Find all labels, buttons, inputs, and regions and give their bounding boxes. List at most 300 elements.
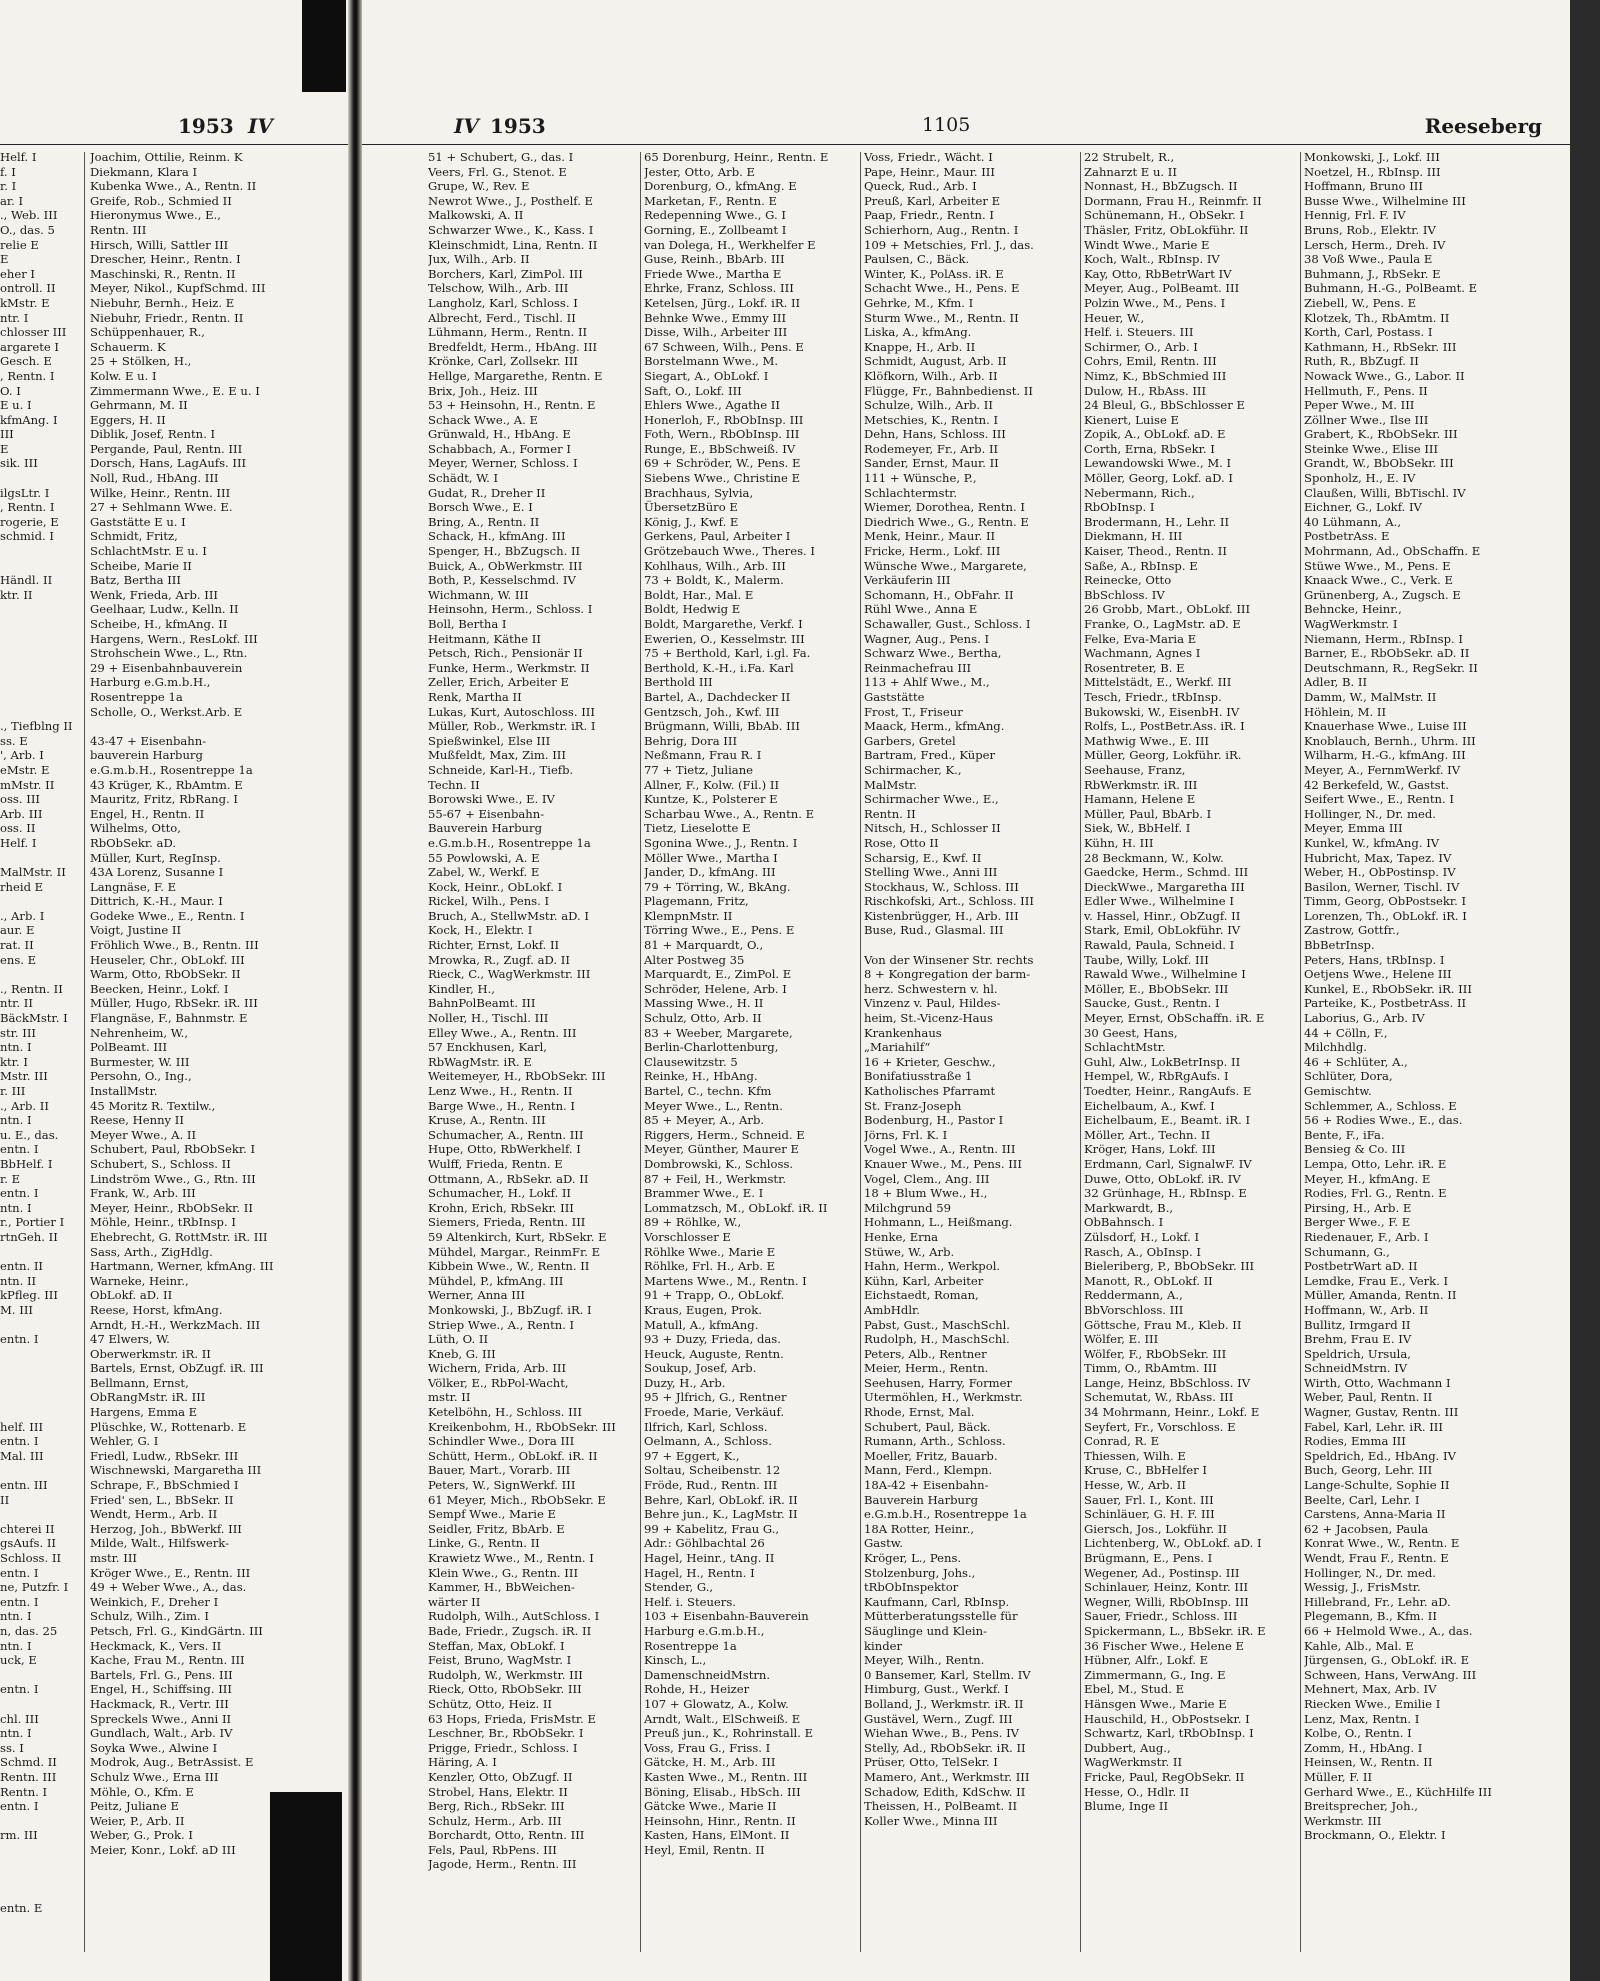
listing-entry: entn. I xyxy=(0,1434,39,1449)
listing-entry: Reese, Horst, kfmAng. xyxy=(90,1302,223,1317)
listing-entry: Mstr. III xyxy=(0,1069,48,1084)
listing-entry: König, J., Kwf. E xyxy=(644,514,739,529)
listing-entry: Wilharm, H.-G., kfmAng. III xyxy=(1304,748,1466,763)
listing-entry: Schlachtermstr. xyxy=(864,485,958,500)
right-column-4 xyxy=(1084,150,1298,1960)
listing-entry: Newrot Wwe., J., Posthelf. E xyxy=(428,193,594,208)
listing-entry: Mohrmann, Ad., ObSchaffn. E xyxy=(1304,544,1481,559)
listing-entry: Hirsch, Willi, Sattler III xyxy=(90,237,229,252)
listing-entry: Schabbach, A., Former I xyxy=(428,441,571,456)
listing-entry: Rieck, Otto, RbObSekr. III xyxy=(428,1682,582,1697)
listing-entry: ss. I xyxy=(0,1740,24,1755)
listing-entry: Noller, H., Tischl. III xyxy=(428,1011,549,1026)
listing-entry: kPfleg. III xyxy=(0,1288,58,1303)
listing-entry: Weier, P., Arb. II xyxy=(90,1813,185,1828)
listing-entry: Plegemann, B., Kfm. II xyxy=(1304,1609,1437,1624)
listing-entry: Thäsler, Fritz, ObLokführ. II xyxy=(1084,222,1249,237)
listing-entry: PolBeamt. III xyxy=(90,1040,168,1055)
listing-entry: Spreckels Wwe., Anni II xyxy=(90,1711,232,1726)
listing-entry: Neßmann, Frau R. I xyxy=(644,748,762,763)
listing-entry: Göttsche, Frau M., Kleb. II xyxy=(1084,1317,1242,1332)
listing-entry: 25 + Stölken, H., xyxy=(90,354,192,369)
street-name-heading: Reeseberg xyxy=(1424,114,1542,138)
listing-entry: Schütz, Otto, Heiz. II xyxy=(428,1696,552,1711)
listing-entry: Hahn, Herm., Werkpol. xyxy=(864,1259,1001,1274)
listing-entry: Kibbein Wwe., W., Rentn. II xyxy=(428,1259,590,1274)
listing-entry: Lichtenberg, W., ObLokf. aD. I xyxy=(1084,1536,1262,1551)
listing-entry xyxy=(0,967,84,982)
listing-entry: Schemutat, W., RbAss. III xyxy=(1084,1390,1234,1405)
listing-entry: Ewerien, O., Kesselmstr. III xyxy=(644,631,805,646)
listing-entry: chlosser III xyxy=(0,325,67,340)
listing-entry: Riedenauer, F., Arb. I xyxy=(1304,1229,1429,1244)
listing-entry: BäckMstr. I xyxy=(0,1011,68,1026)
listing-entry: Krawietz Wwe., M., Rentn. I xyxy=(428,1551,594,1565)
listing-entry: Plüschke, W., Rottenarb. E xyxy=(90,1419,247,1434)
listing-entry: Heuer, W., xyxy=(1084,310,1145,325)
listing-entry: Plagemann, Fritz, xyxy=(644,894,749,909)
listing-entry: Meier, Herm., Rentn. xyxy=(864,1361,989,1376)
listing-entry: Siemers, Frieda, Rentn. III xyxy=(428,1215,586,1230)
listing-entry: 43-47 + Eisenbahn- xyxy=(90,733,207,748)
listing-entry: Seifert Wwe., E., Rentn. I xyxy=(1304,792,1454,807)
listing-entry: Berthold III xyxy=(644,675,713,690)
listing-entry: ., Rentn. II xyxy=(0,981,63,996)
listing-entry: rogerie, E xyxy=(0,514,59,529)
listing-entry: Bukowski, W., EisenbH. IV xyxy=(1084,704,1240,719)
listing-entry: Sempf Wwe., Marie E xyxy=(428,1507,556,1522)
listing-entry: Brachhaus, Sylvia, xyxy=(644,485,754,500)
listing-entry: Möhle, O., Kfm. E xyxy=(90,1784,194,1799)
listing-entry: Bauer, Mart., Vorarb. III xyxy=(428,1463,571,1478)
listing-entry: Lühmann, Herm., Rentn. II xyxy=(428,325,588,340)
listing-entry: Scheibe, Marie II xyxy=(90,558,192,573)
listing-entry: St. Franz-Joseph xyxy=(864,1098,962,1113)
listing-entry: Möller, Art., Techn. II xyxy=(1084,1127,1211,1142)
listing-entry: Brix, Joh., Heiz. III xyxy=(428,383,538,398)
listing-entry: WagWerkmstr. II xyxy=(1084,1755,1183,1770)
listing-entry: Boll, Bertha I xyxy=(428,617,507,631)
listing-entry: ntr. I xyxy=(0,310,29,325)
listing-entry: Both, P., Kesselschmd. IV xyxy=(428,573,576,588)
listing-entry: Tesch, Friedr., tRbInsp. xyxy=(1084,689,1222,704)
listing-entry xyxy=(0,544,84,559)
listing-entry: Diedrich Wwe., G., Rentn. E xyxy=(864,514,1029,529)
listing-entry: Grabert, K., RbObSekr. III xyxy=(1304,427,1458,442)
listing-entry: Lemdke, Frau E., Verk. I xyxy=(1304,1273,1449,1288)
listing-entry: Gemischtw. xyxy=(1304,1084,1372,1098)
listing-entry: 73 + Boldt, K., Malerm. xyxy=(644,573,784,588)
listing-entry: Buch, Georg, Lehr. III xyxy=(1304,1463,1433,1478)
listing-entry: Pape, Heinr., Maur. III xyxy=(864,164,995,179)
listing-entry: InstallMstr. xyxy=(90,1084,158,1098)
listing-entry: Erdmann, Carl, SignalwF. IV xyxy=(1084,1156,1252,1171)
listing-entry: Krohn, Erich, RbSekr. III xyxy=(428,1200,574,1215)
listing-entry: Maack, Herm., kfmAng. xyxy=(864,719,1005,734)
listing-entry xyxy=(0,1318,84,1333)
listing-entry: Prigge, Friedr., Schloss. I xyxy=(428,1740,578,1755)
listing-entry xyxy=(0,1245,84,1260)
listing-entry: O. I xyxy=(0,383,21,398)
listing-entry: Wegener, Ad., Postinsp. III xyxy=(1084,1565,1240,1580)
listing-entry: Voss, Friedr., Wächt. I xyxy=(864,150,993,164)
listing-entry: Saße, A., RbInsp. E xyxy=(1084,558,1198,573)
listing-entry: Meyer, Nikol., KupfSchmd. III xyxy=(90,281,266,296)
listing-entry: Ziebell, W., Pens. E xyxy=(1304,295,1417,310)
listing-entry xyxy=(0,602,84,617)
listing-entry: Verkäuferin III xyxy=(864,573,951,588)
listing-entry: Lommatzsch, M., ObLokf. iR. II xyxy=(644,1200,828,1215)
listing-entry: Honerloh, F., RbObInsp. III xyxy=(644,412,804,427)
listing-entry: Müller, Georg, Lokführ. iR. xyxy=(1084,748,1242,763)
listing-entry: 43A Lorenz, Susanne I xyxy=(90,865,224,880)
listing-entry: Jörns, Frl. K. I xyxy=(864,1127,948,1142)
listing-entry: e.G.m.b.H., Rosentreppe 1a xyxy=(90,762,253,777)
listing-entry: Weber, H., ObPostinsp. IV xyxy=(1304,865,1456,880)
listing-entry: Duwe, Otto, ObLokf. iR. IV xyxy=(1084,1171,1241,1186)
listing-entry xyxy=(0,617,84,632)
listing-entry: tRbObInspektor xyxy=(864,1580,959,1595)
listing-entry: Friedl, Ludw., RbSekr. III xyxy=(90,1448,239,1463)
listing-entry: Lange-Schulte, Sophie II xyxy=(1304,1478,1450,1493)
listing-entry: Mrowka, R., Zugf. aD. II xyxy=(428,952,570,967)
listing-entry: Kunkel, E., RbObSekr. iR. III xyxy=(1304,981,1472,996)
listing-entry: Rawald Wwe., Wilhelmine I xyxy=(1084,967,1246,982)
listing-entry: mstr. III xyxy=(90,1551,137,1565)
listing-entry: entn. I xyxy=(0,1186,39,1201)
listing-entry: ktr. I xyxy=(0,1054,28,1069)
listing-entry: Liska, A., kfmAng. xyxy=(864,325,972,340)
listing-entry: Hempel, W., RbRgAufs. I xyxy=(1084,1069,1229,1084)
listing-entry: Thiessen, Wilh. E xyxy=(1084,1448,1186,1463)
listing-entry: Weinkich, F., Dreher I xyxy=(90,1594,219,1609)
listing-entry: Lange, Heinz, BbSchloss. IV xyxy=(1084,1375,1251,1390)
listing-entry: Peters, Alb., Rentner xyxy=(864,1346,987,1361)
listing-entry: Dorenburg, O., kfmAng. E xyxy=(644,179,797,194)
listing-entry: Schinläuer, G. H. F. III xyxy=(1084,1507,1215,1522)
listing-entry: Kay, Otto, RbBetrWart IV xyxy=(1084,266,1232,281)
listing-entry: Rühl Wwe., Anna E xyxy=(864,602,978,617)
listing-entry: Kaiser, Theod., Rentn. II xyxy=(1084,544,1227,559)
listing-entry: Kuntze, K., Polsterer E xyxy=(644,792,778,807)
book-spine xyxy=(348,0,362,1981)
listing-entry: Schulz, Otto, Arb. II xyxy=(644,1011,762,1026)
right-page-volume: IV xyxy=(454,114,479,138)
listing-entry xyxy=(0,690,84,705)
listing-entry: Corth, Erna, RbSekr. I xyxy=(1084,441,1215,456)
listing-entry: Diblik, Josef, Rentn. I xyxy=(90,427,216,442)
listing-entry: Schindler Wwe., Dora III xyxy=(428,1434,575,1449)
listing-entry: Helf. i. Steuers. xyxy=(644,1594,736,1609)
listing-entry: Gätcke, H. M., Arb. III xyxy=(644,1755,776,1770)
listing-entry: Kneb, G. III xyxy=(428,1346,496,1361)
listing-entry: 18A Rotter, Heinr., xyxy=(864,1521,975,1536)
right-column-5 xyxy=(1304,150,1518,1960)
listing-entry: Weitemeyer, H., RbObSekr. III xyxy=(428,1069,606,1084)
listing-entry: Blume, Inge II xyxy=(1084,1799,1169,1814)
listing-entry: Fricke, Herm., Lokf. III xyxy=(864,544,1001,559)
listing-entry: Reinecke, Otto xyxy=(1084,573,1172,588)
listing-entry: Schwarzer Wwe., K., Kass. I xyxy=(428,222,594,237)
left-page-volume: IV xyxy=(248,114,273,138)
listing-entry: 27 + Sehlmann Wwe. E. xyxy=(90,500,233,515)
listing-entry: Bartel, A., Dachdecker II xyxy=(644,689,791,704)
listing-entry: Nitsch, H., Schlosser II xyxy=(864,821,1001,836)
listing-entry: Lorenzen, Th., ObLokf. iR. I xyxy=(1304,908,1467,923)
listing-entry: Meyer, H., kfmAng. E xyxy=(1304,1171,1431,1186)
listing-entry: BbSchloss. IV xyxy=(1084,587,1165,602)
listing-entry: Mal. III xyxy=(0,1448,44,1463)
listing-entry: 22 Strubelt, R., xyxy=(1084,150,1175,164)
listing-entry: Heitmann, Käthe II xyxy=(428,631,541,646)
listing-entry: Brodermann, H., Lehr. II xyxy=(1084,514,1230,529)
listing-entry: Jürgensen, G., ObLokf. iR. E xyxy=(1304,1653,1470,1668)
listing-entry: Meyer, Emma III xyxy=(1304,821,1403,836)
listing-entry: Meyer, Werner, Schloss. I xyxy=(428,456,578,471)
listing-entry: 113 + Ahlf Wwe., M., xyxy=(864,675,990,690)
listing-entry: Flangnäse, F., Bahnmstr. E xyxy=(90,1011,248,1026)
listing-entry: Garbers, Gretel xyxy=(864,733,956,748)
right-column-2 xyxy=(644,150,858,1960)
listing-entry: Speldrich, Ed., HbAng. IV xyxy=(1304,1448,1456,1463)
right-page-year: 1953 xyxy=(490,114,546,138)
listing-entry: Meyer, Aug., PolBeamt. III xyxy=(1084,281,1240,296)
listing-entry: Schomann, H., ObFahr. II xyxy=(864,587,1014,602)
listing-entry: Schneide, Karl-H., Tiefb. xyxy=(428,762,574,777)
listing-entry: n, das. 25 xyxy=(0,1623,58,1638)
listing-entry: Guhl, Alw., LokBetrInsp. II xyxy=(1084,1054,1241,1069)
listing-entry: Pirsing, H., Arb. E xyxy=(1304,1200,1412,1215)
listing-entry: Schubert, Paul, RbObSekr. I xyxy=(90,1142,256,1157)
listing-entry: RbWerkmstr. iR. III xyxy=(1084,777,1198,792)
listing-entry: Bruns, Rob., Elektr. IV xyxy=(1304,222,1436,237)
listing-entry: Clausewitzstr. 5 xyxy=(644,1054,738,1069)
listing-entry: Schwarz Wwe., Bertha, xyxy=(864,646,1002,661)
listing-entry: Schlemmer, A., Schloss. E xyxy=(1304,1098,1457,1113)
listing-entry: r., Portier I xyxy=(0,1215,65,1230)
listing-entry: Nehrenheim, W., xyxy=(90,1025,189,1040)
listing-entry: Wiemer, Dorothea, Rentn. I xyxy=(864,500,1025,515)
listing-entry: 43 Krüger, K., RbAmtm. E xyxy=(90,777,243,792)
listing-entry: Kühn, H. III xyxy=(1084,835,1154,850)
listing-entry: Kraus, Eugen, Prok. xyxy=(644,1302,762,1317)
listing-entry: Schawaller, Gust., Schloss. I xyxy=(864,617,1031,631)
listing-entry: Voss, Frau G., Friss. I xyxy=(644,1740,771,1755)
listing-entry: Gentzsch, Joh., Kwf. III xyxy=(644,704,780,719)
listing-entry: Rohde, H., Heizer xyxy=(644,1682,750,1697)
listing-entry: Reddermann, A., xyxy=(1084,1288,1183,1303)
listing-entry: Meyer, Ernst, ObSchaffn. iR. E xyxy=(1084,1011,1265,1026)
listing-entry: r. III xyxy=(0,1084,26,1098)
listing-entry: mMstr. II xyxy=(0,777,55,792)
listing-entry: Saucke, Gust., Rentn. I xyxy=(1084,996,1220,1011)
listing-entry: Hupe, Otto, RbWerkhelf. I xyxy=(428,1142,581,1157)
listing-entry: 45 Moritz R. Textilw., xyxy=(90,1098,216,1113)
listing-entry: Weber, G., Prok. I xyxy=(90,1828,193,1843)
listing-entry: Eichner, G., Lokf. IV xyxy=(1304,500,1422,515)
listing-entry: Martens Wwe., M., Rentn. I xyxy=(644,1273,807,1288)
listing-entry: r. I xyxy=(0,179,17,194)
listing-entry: Berlin-Charlottenburg, xyxy=(644,1040,779,1055)
listing-entry: Windt Wwe., Marie E xyxy=(1084,237,1210,252)
listing-entry: 55 Powlowski, A. E xyxy=(428,850,540,865)
listing-entry: Völker, E., RbPol-Wacht, xyxy=(428,1375,569,1390)
listing-entry: Korth, Carl, Postass. I xyxy=(1304,325,1433,340)
listing-entry: Wischnewski, Margaretha III xyxy=(90,1463,262,1478)
listing-entry: II xyxy=(0,1492,10,1507)
listing-entry: ntn. I xyxy=(0,1726,32,1741)
listing-entry: Adr.: Göhlbachtal 26 xyxy=(644,1536,765,1551)
listing-entry xyxy=(0,1507,84,1522)
listing-entry: Grünwald, H., HbAng. E xyxy=(428,427,571,442)
listing-entry: Schacht Wwe., H., Pens. E xyxy=(864,281,1020,296)
right-column-3 xyxy=(864,150,1078,1960)
listing-entry: ., Web. III xyxy=(0,208,58,223)
listing-entry: Carstens, Anna-Maria II xyxy=(1304,1507,1446,1522)
listing-entry: Häring, A. I xyxy=(428,1755,497,1770)
listing-entry: Marquardt, E., ZimPol. E xyxy=(644,967,792,982)
listing-entry: ens. E xyxy=(0,952,37,967)
listing-entry: Schädt, W. I xyxy=(428,471,499,486)
listing-entry: Kröger Wwe., E., Rentn. III xyxy=(90,1565,251,1580)
listing-entry: Grötzebauch Wwe., Theres. I xyxy=(644,544,815,559)
listing-entry: 18A-42 + Eisenbahn- xyxy=(864,1478,989,1493)
listing-entry: Conrad, R. E xyxy=(1084,1434,1160,1449)
listing-entry: 61 Meyer, Mich., RbObSekr. E xyxy=(428,1492,606,1507)
listing-entry: entn. E xyxy=(0,1901,43,1916)
listing-entry: 16 + Krieter, Geschw., xyxy=(864,1054,996,1069)
listing-entry: Peters, Hans, tRbInsp. I xyxy=(1304,952,1445,967)
listing-entry: Frost, T., Friseur xyxy=(864,704,963,719)
listing-entry: ', Arb. I xyxy=(0,748,44,763)
listing-entry: Malkowski, A. II xyxy=(428,208,524,223)
listing-entry: Zastrow, Gottfr., xyxy=(1304,923,1400,938)
listing-entry: BbHelf. I xyxy=(0,1156,53,1171)
listing-entry: Kolw. E u. I xyxy=(90,368,157,383)
listing-entry: RbObInsp. I xyxy=(1084,500,1155,515)
listing-entry: Bartels, Ernst, ObZugf. iR. III xyxy=(90,1361,264,1376)
listing-entry: Tietz, Lieselotte E xyxy=(644,821,751,836)
listing-entry: Kunkel, W., kfmAng. IV xyxy=(1304,835,1440,850)
listing-entry xyxy=(0,1463,84,1478)
listing-entry: Sauer, Friedr., Schloss. III xyxy=(1084,1609,1238,1624)
listing-entry: Nowack Wwe., G., Labor. II xyxy=(1304,368,1465,383)
listing-entry: Sgonina Wwe., J., Rentn. I xyxy=(644,835,798,850)
listing-entry: 59 Altenkirch, Kurt, RbSekr. E xyxy=(428,1229,607,1244)
listing-entry: 49 + Weber Wwe., A., das. xyxy=(90,1580,247,1595)
listing-entry: Peper Wwe., M. III xyxy=(1304,398,1415,413)
listing-entry: Rose, Otto II xyxy=(864,835,939,850)
listing-entry: Schulz, Wilh., Zim. I xyxy=(90,1609,209,1624)
listing-entry: 47 Elwers, W. xyxy=(90,1332,170,1347)
listing-entry: Damm, W., MalMstr. II xyxy=(1304,689,1437,704)
listing-entry: Rudolph, H., MaschSchl. xyxy=(864,1332,1010,1347)
listing-entry: Hargens, Wern., ResLokf. III xyxy=(90,631,258,646)
listing-entry: Schmd. II xyxy=(0,1755,57,1770)
listing-entry: Rodies, Frl. G., Rentn. E xyxy=(1304,1186,1447,1201)
listing-entry: Arb. III xyxy=(0,806,43,821)
listing-entry: Mühdel, P., kfmAng. III xyxy=(428,1273,564,1288)
listing-entry: Ottmann, A., RbSekr. aD. II xyxy=(428,1171,589,1186)
listing-entry: ., Arb. I xyxy=(0,908,45,923)
listing-entry: Meyer Wwe., L., Rentn. xyxy=(644,1098,783,1113)
listing-entry: Rolfs, L., PostBetr.Ass. iR. I xyxy=(1084,719,1245,734)
listing-entry: Berg, Rich., RbSekr. III xyxy=(428,1799,565,1814)
listing-entry: BbVorschloss. III xyxy=(1084,1302,1184,1317)
listing-entry: Felke, Eva-Maria E xyxy=(1084,631,1197,646)
listing-entry: Behre jun., K., LagMstr. II xyxy=(644,1507,798,1522)
listing-entry: Gustävel, Wern., Zugf. III xyxy=(864,1711,1013,1726)
listing-entry: Helf. I xyxy=(0,835,37,850)
listing-entry: Prüser, Otto, TelSekr. I xyxy=(864,1755,998,1770)
listing-entry: Peters, W., SignWerkf. III xyxy=(428,1478,576,1493)
listing-entry: Händl. II xyxy=(0,573,53,588)
listing-entry: Bodenburg, H., Pastor I xyxy=(864,1113,1004,1128)
listing-entry: Behrig, Dora III xyxy=(644,733,738,748)
listing-entry: Rentn. III xyxy=(90,222,147,237)
listing-entry: Strobel, Hans, Elektr. II xyxy=(428,1784,568,1799)
listing-entry: Borowski Wwe., E. IV xyxy=(428,792,555,807)
listing-entry: Funke, Herm., Werkmstr. II xyxy=(428,660,590,675)
listing-entry: Müller, Paul, BbArb. I xyxy=(1084,806,1212,821)
listing-entry: Wirth, Otto, Wachmann I xyxy=(1304,1375,1451,1390)
listing-entry: Diekmann, Klara I xyxy=(90,164,198,179)
listing-entry: Mittelstädt, E., Werkf. III xyxy=(1084,675,1232,690)
listing-entry: Diekmann, H. III xyxy=(1084,529,1183,544)
listing-entry: Schween, Hans, VerwAng. III xyxy=(1304,1667,1477,1682)
listing-entry xyxy=(0,1405,84,1420)
listing-entry: Peitz, Juliane E xyxy=(90,1799,179,1814)
listing-entry: Richter, Ernst, Lokf. II xyxy=(428,938,560,953)
listing-entry: r. E xyxy=(0,1171,21,1186)
listing-entry xyxy=(0,1857,84,1872)
listing-entry: v. Hassel, Hinr., ObZugf. II xyxy=(1084,908,1241,923)
listing-entry: Claußen, Willi, BbTischl. IV xyxy=(1304,485,1466,500)
listing-entry: Niebuhr, Friedr., Rentn. II xyxy=(90,310,244,325)
listing-entry: Grandt, W., BbObSekr. III xyxy=(1304,456,1454,471)
listing-entry: Stelling Wwe., Anni III xyxy=(864,865,998,880)
listing-entry: ntr. II xyxy=(0,996,33,1011)
listing-entry: Von der Winsener Str. rechts xyxy=(864,952,1034,967)
listing-entry: Zomm, H., HbAng. I xyxy=(1304,1740,1423,1755)
listing-entry: Lenz, Max, Rentn. I xyxy=(1304,1711,1420,1726)
listing-entry: Moeller, Fritz, Bauarb. xyxy=(864,1448,998,1463)
listing-entry: Sander, Ernst, Maur. II xyxy=(864,456,999,471)
listing-entry: Ketelböhn, H., Schloss. III xyxy=(428,1405,582,1420)
listing-entry: Rentn. III xyxy=(0,1769,57,1784)
listing-entry: Jux, Wilh., Arb. II xyxy=(428,252,530,267)
listing-entry xyxy=(0,471,84,486)
listing-entry: Riggers, Herm., Schneid. E xyxy=(644,1127,805,1142)
listing-entry: Rosentreppe 1a xyxy=(644,1638,737,1653)
listing-entry: Ehebrecht, G. RottMstr. iR. III xyxy=(90,1229,268,1244)
listing-entry: Lempa, Otto, Lehr. iR. E xyxy=(1304,1156,1447,1171)
listing-entry: Seidler, Fritz, BbArb. E xyxy=(428,1521,565,1536)
listing-entry: Maschinski, R., Rentn. II xyxy=(90,266,236,281)
listing-entry xyxy=(90,719,346,734)
listing-entry: Reinmachefrau III xyxy=(864,660,972,675)
listing-entry: Zopik, A., ObLokf. aD. E xyxy=(1084,427,1226,442)
listing-entry: Utermöhlen, H., Werkmstr. xyxy=(864,1390,1023,1405)
listing-entry: Knoblauch, Bernh., Uhrm. III xyxy=(1304,733,1476,748)
listing-entry: Zahnarzt E u. II xyxy=(1084,164,1177,179)
listing-entry: uck, E xyxy=(0,1653,37,1668)
listing-entry: ntn. I xyxy=(0,1609,32,1624)
listing-entry: Ehlers Wwe., Agathe II xyxy=(644,398,780,413)
left-page-header xyxy=(0,108,348,145)
listing-entry: Wegner, Willi, RbObInsp. III xyxy=(1084,1594,1249,1609)
listing-entry: Zabel, W., Werkf. E xyxy=(428,865,540,880)
